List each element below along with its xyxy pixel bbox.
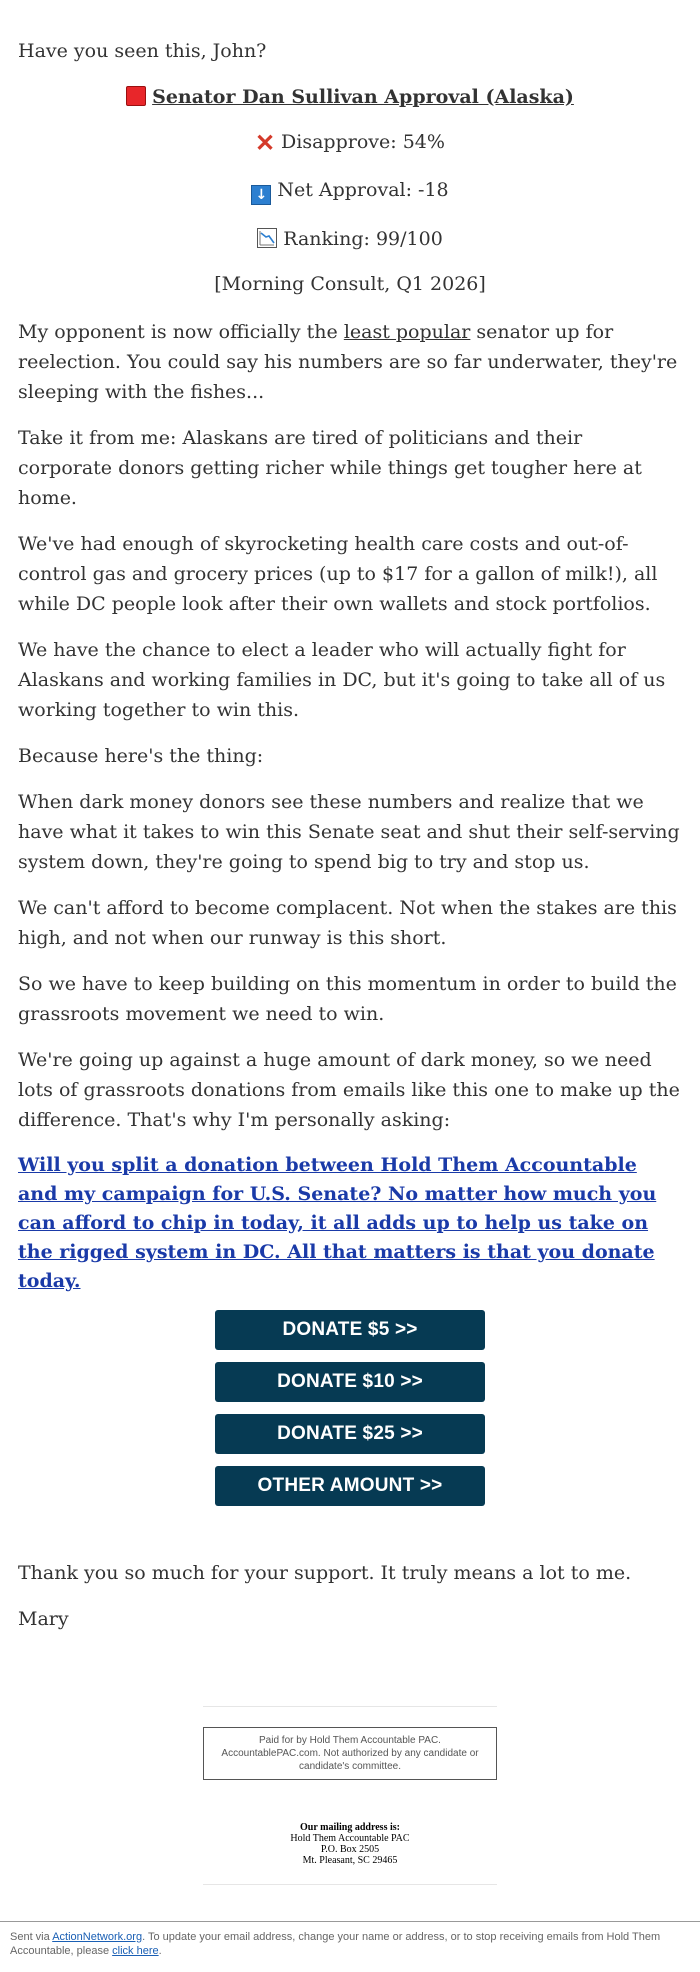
click-here-link[interactable]: click here xyxy=(112,1945,159,1957)
mailing-box: P.O. Box 2505 xyxy=(320,1844,380,1855)
donate-buttons xyxy=(215,1310,485,1506)
paragraph-4: We have the chance to elect a leader who will actually fight for Alaskans and working families in DC, but it's going to take all of us working together to win this. xyxy=(18,639,666,721)
least-popular-link[interactable]: least popular xyxy=(343,321,471,343)
actionnetwork-link[interactable]: ActionNetwork.org xyxy=(52,1931,143,1943)
greeting: Have you seen this, John? xyxy=(18,40,267,62)
stats-title-text: Senator Dan Sullivan Approval (Alaska) xyxy=(152,86,574,108)
spacer xyxy=(0,1650,700,1706)
donate-10-button[interactable]: DONATE $10 >> xyxy=(215,1362,485,1402)
mailing-header: Our mailing address is: xyxy=(300,1822,400,1833)
stats-title xyxy=(18,86,682,108)
p1-before: My opponent is now officially the xyxy=(18,321,344,343)
donate-5-button[interactable]: DONATE $5 >> xyxy=(215,1310,485,1350)
paragraph-8: So we have to keep building on this momentum in order to build the grassroots movement we need to win. xyxy=(18,973,677,1025)
stat-disapprove-text: Disapprove: 54% xyxy=(281,131,445,153)
donate-25-button[interactable]: DONATE $25 >> xyxy=(215,1414,485,1454)
stat-disapprove xyxy=(18,128,682,156)
paragraph-3: We've had enough of skyrocketing health care costs and out-of-control gas and grocery prices (up to $17 for a gallon of milk!), all while DC people look after their own wallets and stock portfolios. xyxy=(18,533,658,615)
stat-net-approval-text: Net Approval: -18 xyxy=(277,179,449,201)
donation-ask-link[interactable]: Will you split a donation between Hold Them Accountable and my campaign for U.S. Senate? No matter how much you can afford to chip in today, it all adds up to help us take on the rigged system in DC. All that matters is that you donate today. xyxy=(18,1154,657,1292)
paragraph-2: Take it from me: Alaskans are tired of politicians and their corporate donors getting richer while things get tougher here at home. xyxy=(18,427,642,509)
stat-net-approval xyxy=(18,176,682,205)
cross-mark-icon: ✕ xyxy=(255,128,276,157)
stat-ranking-text: Ranking: 99/100 xyxy=(283,228,443,250)
mailing-name: Hold Them Accountable PAC xyxy=(290,1833,410,1844)
red-square-icon xyxy=(126,86,146,106)
sent-end: . xyxy=(158,1945,162,1957)
sent-via-footer xyxy=(0,1922,700,1972)
footer-divider-top xyxy=(203,1706,497,1707)
footer-divider-bottom xyxy=(203,1884,497,1885)
spacer-2 xyxy=(0,1866,700,1884)
mailing-city: Mt. Pleasant, SC 29465 xyxy=(302,1855,398,1866)
paragraph-1 xyxy=(18,317,682,407)
chart-decreasing-icon xyxy=(257,228,277,248)
paragraph-6: When dark money donors see these numbers and realize that we have what it takes to win this Senate seat and shut their self-serving system down, they're going to spend big to try and stop us. xyxy=(18,791,680,873)
paragraph-9: We're going up against a huge amount of dark money, so we need lots of grassroots donations from emails like this one to make up the difference. That's why I'm personally asking: xyxy=(18,1049,680,1131)
paid-for-disclaimer: Paid for by Hold Them Accountable PAC. AccountablePAC.com. Not authorized by any candidate or candidate's committee. xyxy=(203,1727,497,1780)
stat-ranking xyxy=(18,225,682,253)
mailing-address xyxy=(0,1822,700,1866)
sent-middle: . To update your email address, change your name or address, or to stop receiving emails from Hold Them Accountable, please xyxy=(10,1931,661,1957)
paragraph-7: We can't afford to become complacent. Not when the stakes are this high, and not when our runway is this short. xyxy=(18,897,677,949)
signature: Mary xyxy=(18,1608,69,1630)
p1-after: senator up for reelection. You could say his numbers are so far underwater, they're sleeping with the fishes... xyxy=(18,321,678,403)
down-arrow-icon: ↓ xyxy=(251,185,271,205)
other-amount-button[interactable]: OTHER AMOUNT >> xyxy=(215,1466,485,1506)
stats-source: [Morning Consult, Q1 2026] xyxy=(214,273,486,295)
thanks-text: Thank you so much for your support. It truly means a lot to me. xyxy=(18,1562,632,1584)
paragraph-5: Because here's the thing: xyxy=(18,745,264,767)
sent-prefix: Sent via xyxy=(10,1931,53,1943)
